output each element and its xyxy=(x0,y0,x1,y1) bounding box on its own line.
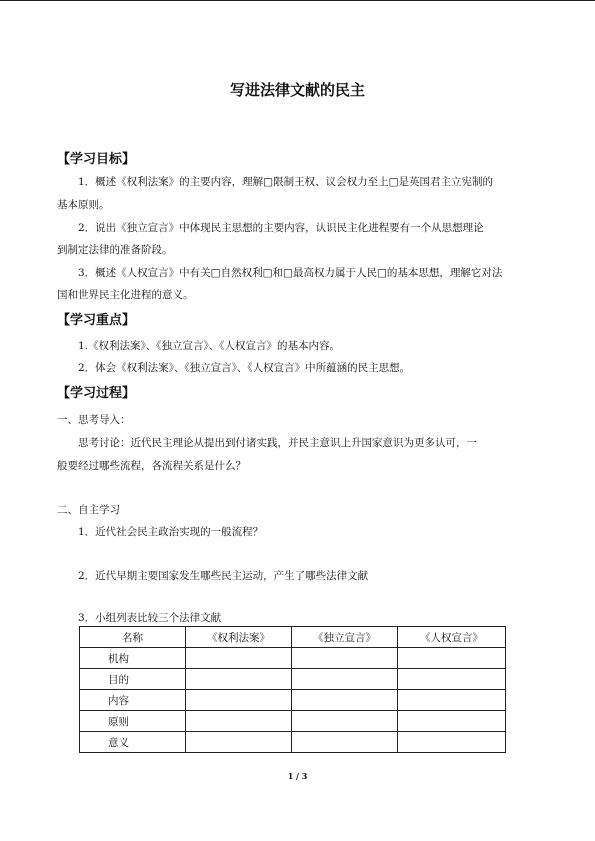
empty-cell xyxy=(186,732,292,753)
goal-2-line-1: 2．说出《独立宣言》中体现民主思想的主要内容，认识民主化进程要有一个从思想理论 xyxy=(78,222,484,234)
page-number: 1 / 3 xyxy=(287,771,308,781)
focus-item-2: 2．体会《权利法案》、《独立宣言》、《人权宣言》中所蕴涵的民主思想。 xyxy=(78,362,411,374)
intro-line-2: 般要经过哪些流程，各流程关系是什么？ xyxy=(57,460,246,472)
process-heading: 【学习过程】 xyxy=(57,386,136,401)
question-3: 3．小组列表比较三个法律文献 xyxy=(78,612,222,624)
goal-3-line-1: 3．概述《人权宣言》中有关□自然权利□和□最高权力属于人民□的基本思想，理解它对法 xyxy=(78,267,503,279)
table-header-row xyxy=(80,627,506,648)
header-cell: 名称 xyxy=(80,627,186,648)
intro-heading: 一、思考导入： xyxy=(57,414,131,426)
empty-cell xyxy=(398,690,506,711)
empty-cell xyxy=(186,711,292,732)
goal-2-line-2: 到制定法律的准备阶段。 xyxy=(57,244,173,256)
table-row xyxy=(80,690,506,711)
row-label: 意义 xyxy=(80,732,186,753)
empty-cell xyxy=(186,648,292,669)
focus-item-1: 1.《权利法案》、《独立宣言》、《人权宣言》的基本内容。 xyxy=(78,340,341,352)
empty-cell xyxy=(292,711,398,732)
focus-heading: 【学习重点】 xyxy=(57,313,136,328)
empty-cell xyxy=(292,648,398,669)
intro-line-1: 思考讨论：近代民主理论从提出到付诸实践，并民主意识上升国家意识为更多认可，一 xyxy=(78,437,477,449)
empty-cell xyxy=(292,732,398,753)
empty-cell xyxy=(292,669,398,690)
table-row xyxy=(80,711,506,732)
goal-3-line-2: 国和世界民主化进程的意义。 xyxy=(57,289,194,301)
goal-1-line-1: 1．概述《权利法案》的主要内容，理解□限制王权、议会权力至上□是英国君主立宪制的 xyxy=(78,176,494,188)
comparison-table xyxy=(79,626,506,753)
table-row xyxy=(80,732,506,753)
goals-heading: 【学习目标】 xyxy=(57,152,136,167)
header-cell: 《人权宣言》 xyxy=(398,627,506,648)
question-2: 2．近代早期主要国家发生哪些民主运动，产生了哪些法律文献 xyxy=(78,570,369,582)
page-title: 写进法律文献的民主 xyxy=(229,81,365,99)
empty-cell xyxy=(186,690,292,711)
row-label: 内容 xyxy=(80,690,186,711)
row-label: 原则 xyxy=(80,711,186,732)
header-cell: 《独立宣言》 xyxy=(292,627,398,648)
table-row xyxy=(80,669,506,690)
goal-1-line-2: 基本原则。 xyxy=(57,199,110,211)
empty-cell xyxy=(398,711,506,732)
question-1: 1．近代社会民主政治实现的一般流程？ xyxy=(78,526,264,538)
table-row xyxy=(80,648,506,669)
row-label: 机构 xyxy=(80,648,186,669)
self-study-heading: 二、自主学习 xyxy=(57,504,120,516)
header-cell: 《权利法案》 xyxy=(186,627,292,648)
empty-cell xyxy=(398,648,506,669)
empty-cell xyxy=(398,669,506,690)
empty-cell xyxy=(398,732,506,753)
header-rule xyxy=(0,0,595,1)
empty-cell xyxy=(292,690,398,711)
row-label: 目的 xyxy=(80,669,186,690)
empty-cell xyxy=(186,669,292,690)
